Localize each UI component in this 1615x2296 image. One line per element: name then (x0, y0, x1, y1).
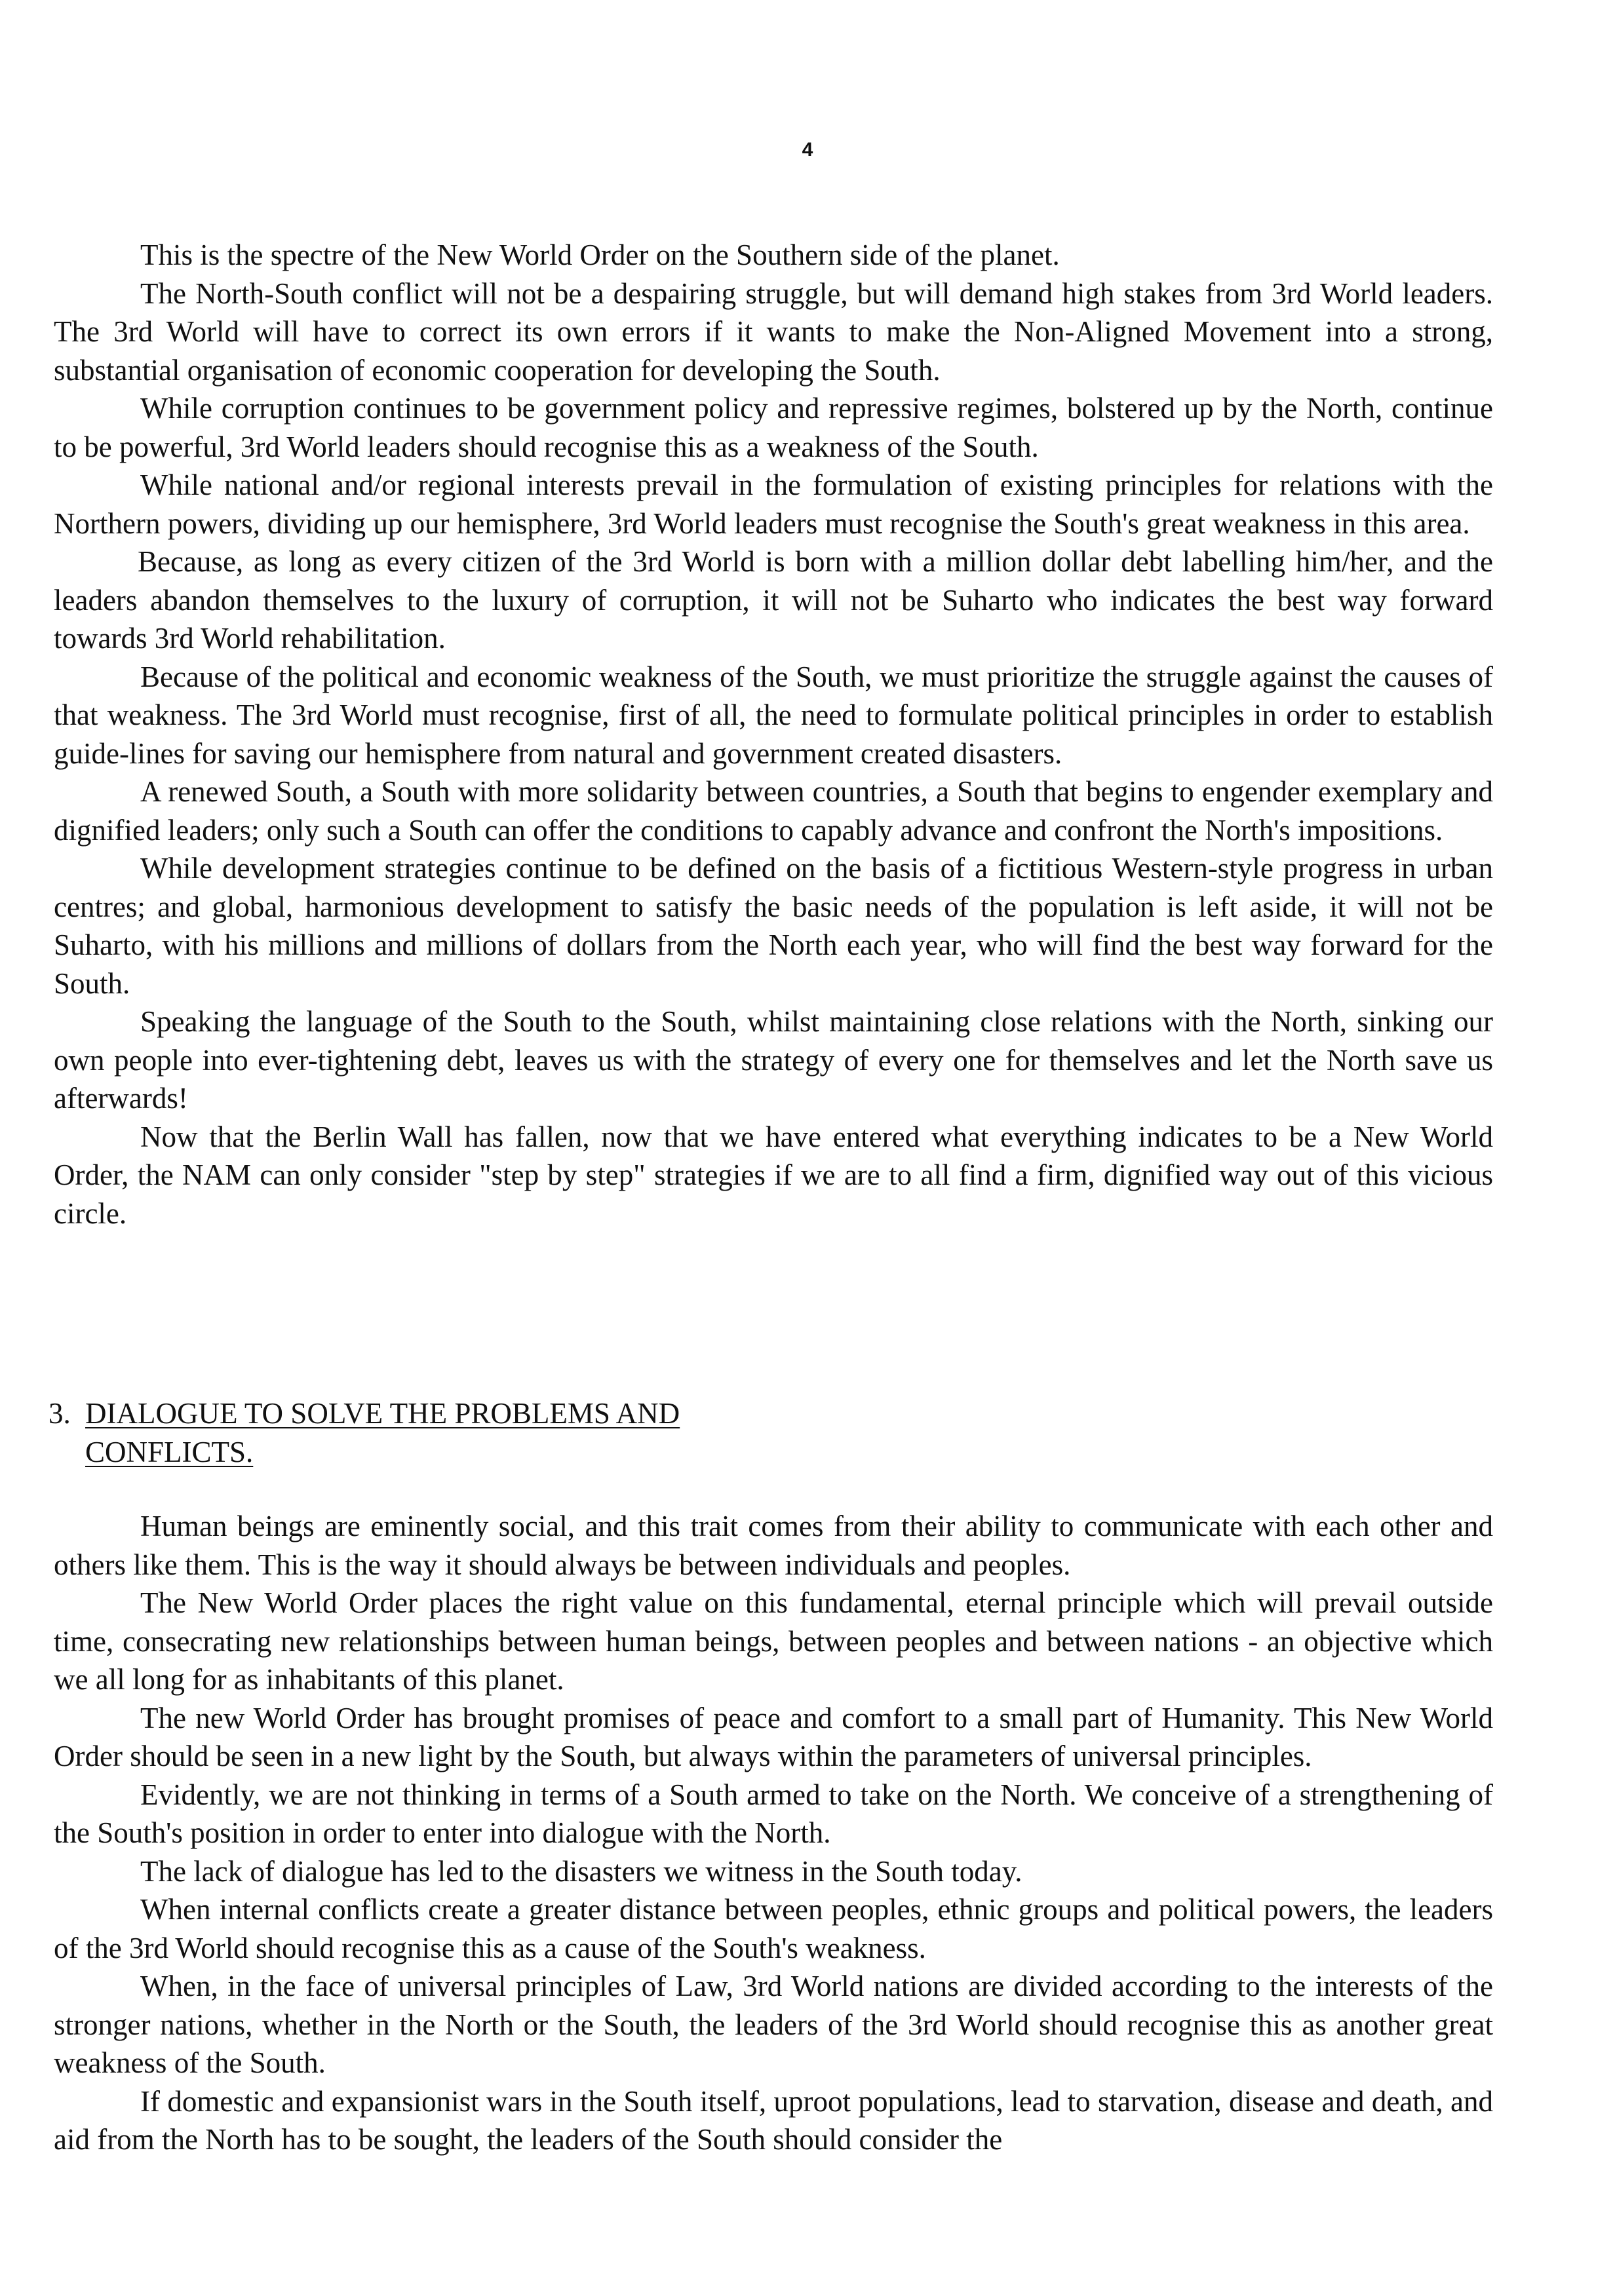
paragraph: While national and/or regional interests prevail in the formulation of existing principles for relations with the Northern powers, dividing up our hemisphere, 3rd World leaders must recognise the South's great weakness in this area. (54, 469, 1493, 540)
paragraph: When internal conflicts create a greater distance between peoples, ethnic groups and political powers, the leaders of the 3rd World should recognise this as a cause of the South's weakness. (54, 1893, 1493, 1964)
section-title-line-1: DIALOGUE TO SOLVE THE PROBLEMS AND (85, 1397, 680, 1430)
paragraph: Because, as long as every citizen of the 3rd World is born with a million dollar debt labelling him/her, and the leaders abandon themselves to the luxury of corruption, it will not be Suharto who indicates the best way forward towards 3rd World rehabilitation. (54, 545, 1493, 655)
paragraph: Evidently, we are not thinking in terms of a South armed to take on the North. We conceive of a strengthening of the South's position in order to enter into dialogue with the North. (54, 1778, 1493, 1849)
paragraph: Human beings are eminently social, and this trait comes from their ability to communicate with each other and others like them. This is the way it should always be between individuals and peoples. (54, 1510, 1493, 1581)
paragraph: Speaking the language of the South to the South, whilst maintaining close relations with the North, sinking our own people into ever-tightening debt, leaves us with the strategy of every one for themselves and let the North save us afterwards! (54, 1005, 1493, 1115)
paragraph: While development strategies continue to be defined on the basis of a fictitious Western-style progress in urban centres; and global, harmonious development to satisfy the basic needs of the population is left aside, it will not be Suharto, with his millions and millions of dollars from the North each year, who will find the best way forward for the South. (54, 852, 1493, 1000)
paragraph: The New World Order places the right value on this fundamental, eternal principle which will prevail outside time, consecrating new relationships between human beings, between peoples and between nations - an objective which we all long for as inhabitants of this planet. (54, 1586, 1493, 1696)
paragraph: This is the spectre of the New World Order on the Southern side of the planet. (140, 239, 1060, 271)
paragraph: When, in the face of universal principles of Law, 3rd World nations are divided according to the interests of the stronger nations, whether in the North or the South, the leaders of the 3rd World should recognise this as another great weakness of the South. (54, 1970, 1493, 2079)
page-number: 4 (802, 139, 813, 161)
section-1-body (54, 236, 1493, 1233)
section-title-line-2: CONFLICTS. (85, 1435, 254, 1468)
paragraph: While corruption continues to be government policy and repressive regimes, bolstered up by the North, continue to be powerful, 3rd World leaders should recognise this as a weakness of the South. (54, 392, 1493, 463)
paragraph: The new World Order has brought promises of peace and comfort to a small part of Humanity. This New World Order should be seen in a new light by the South, but always within the parameters of universal principles. (54, 1701, 1493, 1772)
paragraph: Because of the political and economic weakness of the South, we must prioritize the struggle against the causes of that weakness. The 3rd World must recognise, first of all, the need to formulate political principles in order to establish guide-lines for saving our hemisphere from natural and government created disasters. (54, 660, 1493, 770)
paragraph: The lack of dialogue has led to the disasters we witness in the South today. (140, 1854, 1022, 1888)
paragraph: A renewed South, a South with more solidarity between countries, a South that begins to engender exemplary and dignified leaders; only such a South can offer the conditions to capably advance and confront the North's impositions. (54, 775, 1493, 847)
section-heading (49, 1394, 680, 1471)
section-number: 3. (49, 1397, 71, 1430)
paragraph: The North-South conflict will not be a despairing struggle, but will demand high stakes from 3rd World leaders. The 3rd World will have to correct its own errors if it wants to make the Non-Aligned Movement into a strong, substantial organisation of economic cooperation for developing the South. (54, 277, 1493, 387)
paragraph: If domestic and expansionist wars in the South itself, uproot populations, lead to starvation, disease and death, and aid from the North has to be sought, the leaders of the South should consider the (54, 2084, 1493, 2156)
section-3-body (54, 1507, 1493, 2159)
paragraph: Now that the Berlin Wall has fallen, now that we have entered what everything indicates to be a New World Order, the NAM can only consider "step by step" strategies if we are to all find a firm, dignified way out of this vicious circle. (54, 1120, 1493, 1230)
